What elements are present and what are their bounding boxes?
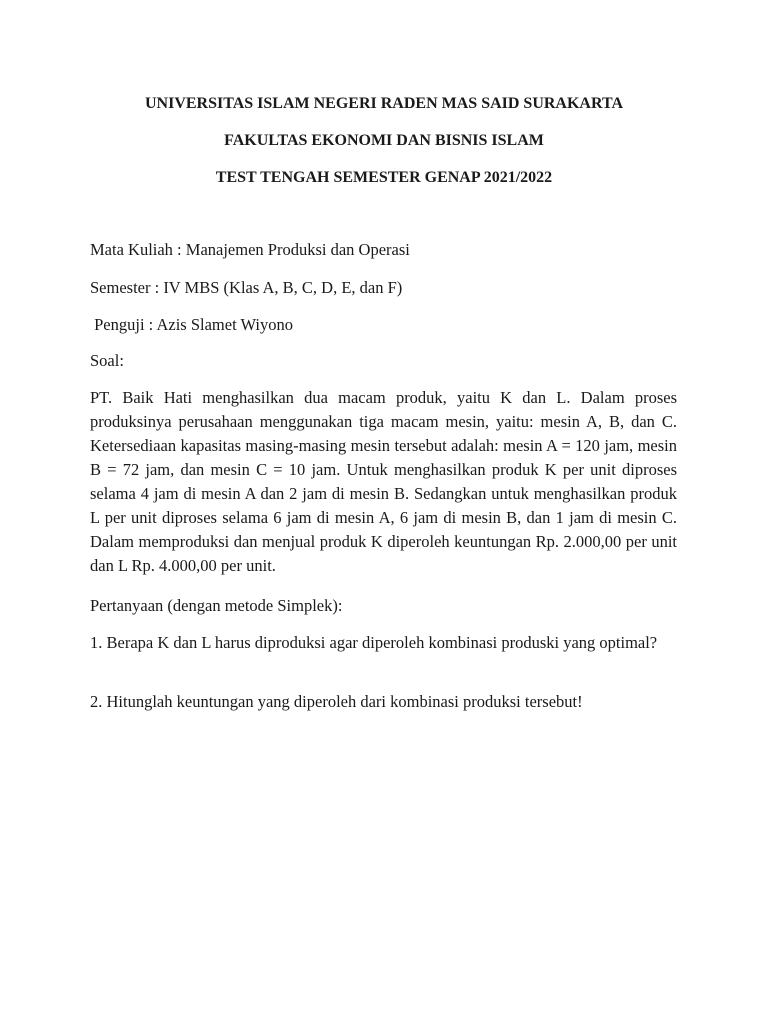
problem-paragraph: PT. Baik Hati menghasilkan dua macam produk, yaitu K dan L. Dalam proses produksinya perusahaan menggunakan tiga macam mesin, yaitu: mesin A, B, dan C. Ketersediaan kapasitas masing-masing mesin tersebut adalah: mesin A = 120 jam, mesin B = 72 jam, dan mesin C = 10 jam. Untuk menghasilkan produk K per unit diproses selama 4 jam di mesin A dan 2 jam di mesin B. Sedangkan untuk menghasilkan produk L per unit diproses selama 6 jam di mesin A, 6 jam di mesin B, dan 1 jam di mesin C. Dalam memproduksi dan menjual produk K diperoleh keuntungan Rp. 2.000,00 per unit dan L Rp. 4.000,00 per unit.: [90, 388, 677, 575]
exam-title: TEST TENGAH SEMESTER GENAP 2021/2022: [215, 169, 553, 186]
question-2: 2. Hitunglah keuntungan yang diperoleh dari kombinasi produksi tersebut!: [90, 692, 583, 711]
semester-line: Semester : IV MBS (Klas A, B, C, D, E, dan F): [90, 278, 403, 297]
course-line: Mata Kuliah : Manajemen Produksi dan Operasi: [90, 240, 410, 259]
faculty-title: FAKULTAS EKONOMI DAN BISNIS ISLAM: [224, 132, 544, 149]
questions-intro: Pertanyaan (dengan metode Simplek):: [90, 596, 343, 615]
question-1: 1. Berapa K dan L harus diproduksi agar diperoleh kombinasi produski yang optimal?: [90, 633, 658, 652]
question-label: Soal:: [90, 351, 124, 370]
examiner-line: Penguji : Azis Slamet Wiyono: [90, 315, 293, 334]
university-title: UNIVERSITAS ISLAM NEGERI RADEN MAS SAID SURAKARTA: [144, 95, 624, 112]
